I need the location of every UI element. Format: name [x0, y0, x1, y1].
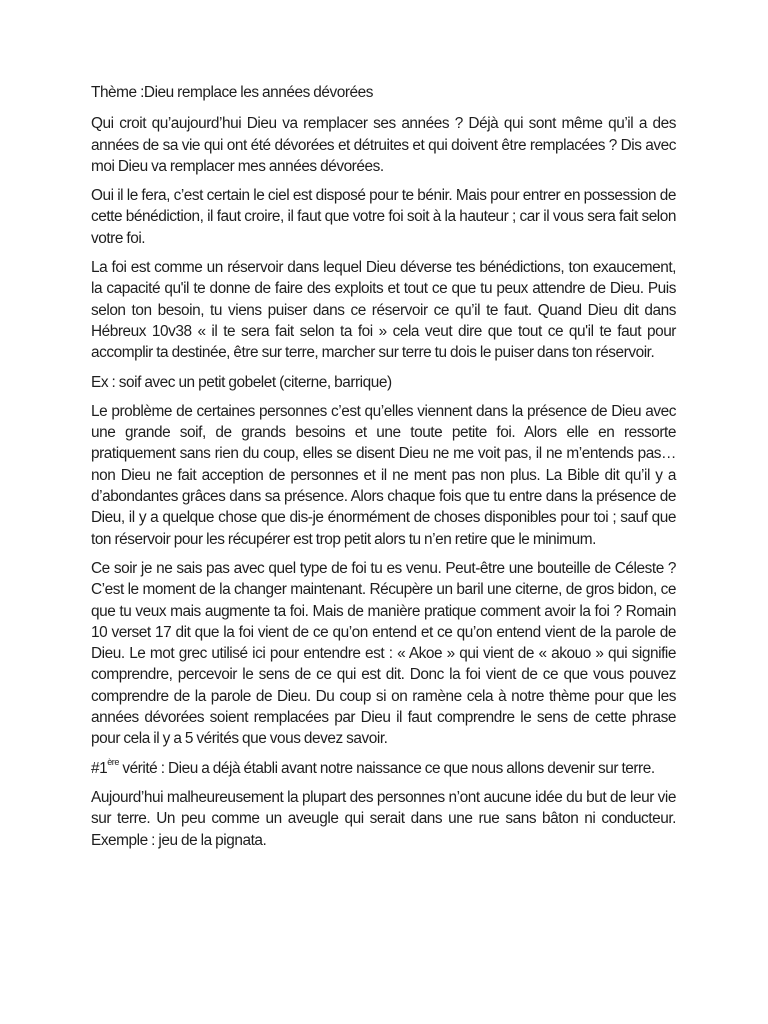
paragraph-verite-1: [91, 758, 676, 779]
document-page: [91, 82, 676, 859]
paragraph-example: Ex : soif avec un petit gobelet (citerne, barrique): [91, 373, 392, 391]
verite-text: vérité : Dieu a déjà établi avant notre naissance ce que nous allons devenir sur terre.: [118, 759, 655, 777]
paragraph-reservoir: La foi est comme un réservoir dans lequel Dieu déverse tes bénédictions, ton exaucement, la capacité qu'il te donne de faire des exploits et tout ce que tu peux attendre de Dieu. Puis selon ton besoin, tu viens puiser dans ce réservoir ce qu’il te faut. Quand Dieu dit dans Hébreux 10v38 « il te sera fait selon ta foi » cela veut dire que tout ce qu'il te faut pour accomplir ta destinée, être sur terre, marcher sur terre tu dois le puiser dans ton réservoir.: [91, 259, 676, 362]
paragraph-intro: Qui croit qu’aujourd’hui Dieu va remplacer ses années ? Déjà qui sont même qu’il a des années de sa vie qui ont été dévorées et détruites et qui doivent être remplacées ? Dis avec moi Dieu va remplacer mes années dévorées.: [91, 115, 676, 175]
paragraph-faith-requirement: Oui il le fera, c’est certain le ciel est disposé pour te bénir. Mais pour entrer en possession de cette bénédiction, il faut croire, il faut que votre foi soit à la hauteur ; car il vous sera fait selon votre foi.: [91, 187, 676, 247]
verite-number: #1: [91, 759, 108, 777]
verite-ordinal: ère: [107, 757, 119, 768]
paragraph-closing: Aujourd’hui malheureusement la plupart des personnes n’ont aucune idée du but de leur vie sur terre. Un peu comme un aveugle qui serait dans une rue sans bâton ni conducteur. Exemple : jeu de la pignata.: [91, 788, 676, 849]
paragraph-problem: Le problème de certaines personnes c’est qu’elles viennent dans la présence de Dieu avec une grande soif, de grands besoins et une toute petite foi. Alors elle en ressorte pratiquement sans rien du coup, elles se disent Dieu ne me voit pas, il ne m’entends pas…non Dieu ne fait acception de personnes et il ne ment pas non plus. La Bible dit qu’il y a d’abondantes grâces dans sa présence. Alors chaque fois que tu entre dans la présence de Dieu, il y a quelque chose que dis-je énormément de choses disponibles pour toi ; sauf que ton réservoir pour les récupérer est trop petit alors tu n’en retire que le minimum.: [91, 402, 676, 548]
paragraph-tonight: Ce soir je ne sais pas avec quel type de foi tu es venu. Peut-être une bouteille de Céleste ? C’est le moment de la changer maintenant. Récupère un baril une citerne, de gros bidon, ce que tu veux mais augmente ta foi. Mais de manière pratique comment avoir la foi ? Romain 10 verset 17 dit que la foi vient de ce qu’on entend et ce qu’on entend vient de la parole de Dieu. Le mot grec utilisé ici pour entendre est : « Akoe » qui vient de « akouo » qui signifie comprendre, percevoir le sens de ce qui est dit. Donc la foi vient de ce que vous pouvez comprendre de la parole de Dieu. Du coup si on ramène cela à notre thème pour que les années dévorées soient remplacées par Dieu il faut comprendre le sens de cette phrase pour cela il y a 5 vérités que vous devez savoir.: [91, 559, 676, 748]
document-title: Thème :Dieu remplace les années dévorées: [91, 84, 373, 101]
